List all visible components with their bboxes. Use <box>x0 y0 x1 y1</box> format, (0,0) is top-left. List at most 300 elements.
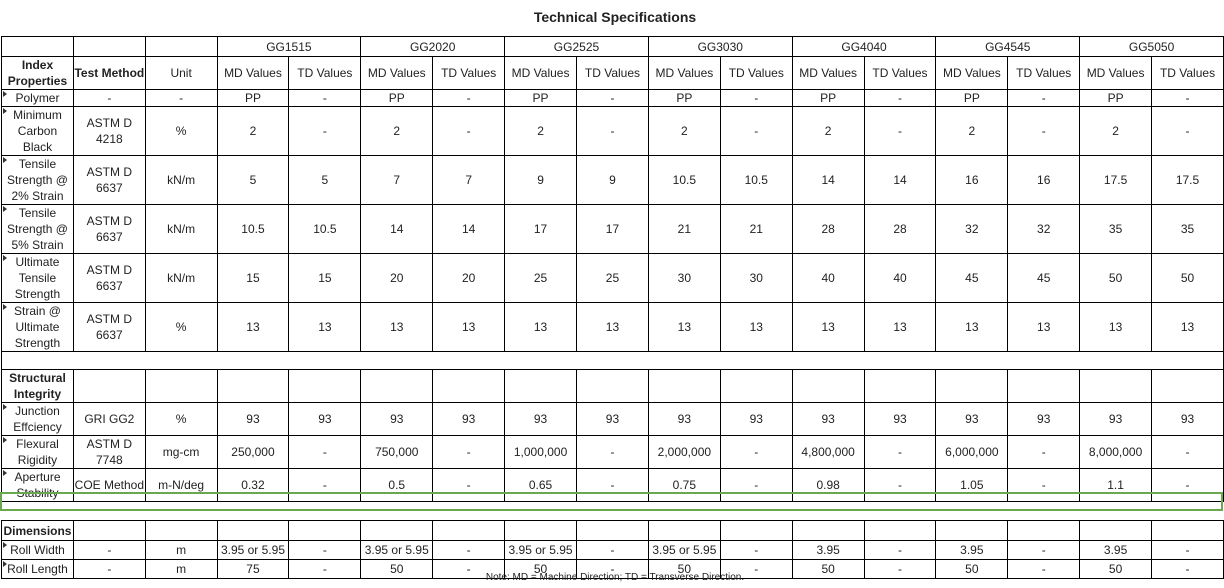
empty-cell <box>864 502 936 521</box>
value-cell: 30 <box>648 254 720 303</box>
value-cell: 7 <box>361 156 433 205</box>
value-cell: - <box>1152 469 1224 502</box>
header-md-values: MD Values <box>361 57 433 90</box>
empty-cell <box>433 370 505 403</box>
value-cell: 45 <box>1008 254 1080 303</box>
empty-cell <box>577 352 649 370</box>
value-cell: 0.75 <box>648 469 720 502</box>
empty-cell <box>648 370 720 403</box>
product-header: GG2020 <box>361 37 505 57</box>
test-method: ASTM D 6637 <box>73 205 145 254</box>
empty-cell <box>361 521 433 541</box>
value-cell: 1.1 <box>1080 469 1152 502</box>
property-label: Strain @ Ultimate Strength <box>2 303 74 352</box>
test-method: ASTM D 6637 <box>73 303 145 352</box>
value-cell: 25 <box>505 254 577 303</box>
empty-cell <box>864 521 936 541</box>
value-cell: PP <box>936 90 1008 107</box>
unit: kN/m <box>145 205 217 254</box>
empty-cell <box>864 370 936 403</box>
value-cell: 6,000,000 <box>936 436 1008 469</box>
value-cell: - <box>433 107 505 156</box>
value-cell: 3.95 <box>1080 541 1152 560</box>
value-cell: 93 <box>936 403 1008 436</box>
unit: % <box>145 403 217 436</box>
value-cell: 50 <box>1152 254 1224 303</box>
unit: mg-cm <box>145 436 217 469</box>
property-label: Polymer <box>2 90 74 107</box>
table-row <box>2 469 1224 502</box>
value-cell: 28 <box>864 205 936 254</box>
empty-cell <box>505 502 577 521</box>
product-header: GG4545 <box>936 37 1080 57</box>
value-cell: 13 <box>936 303 1008 352</box>
value-cell: - <box>289 436 361 469</box>
value-cell: 3.95 <box>936 541 1008 560</box>
value-cell: PP <box>505 90 577 107</box>
product-header: GG1515 <box>217 37 361 57</box>
product-header: GG3030 <box>648 37 792 57</box>
value-cell: 93 <box>648 403 720 436</box>
value-cell: 13 <box>720 303 792 352</box>
value-cell: 17 <box>577 205 649 254</box>
value-cell: 13 <box>1080 303 1152 352</box>
table-row <box>2 107 1224 156</box>
property-label: Aperture Stability <box>2 469 74 502</box>
value-cell: - <box>1152 560 1224 579</box>
table-row <box>2 436 1224 469</box>
empty-cell <box>936 352 1008 370</box>
value-cell: - <box>720 90 792 107</box>
spec-table <box>1 36 1224 579</box>
value-cell: 13 <box>505 303 577 352</box>
value-cell: 50 <box>792 560 864 579</box>
empty-cell <box>1152 352 1224 370</box>
header-row-products <box>2 37 1224 57</box>
value-cell: - <box>577 469 649 502</box>
empty-cell <box>720 352 792 370</box>
empty-cell <box>720 370 792 403</box>
empty-cell <box>145 352 217 370</box>
header-td-values: TD Values <box>433 57 505 90</box>
empty-cell <box>1008 502 1080 521</box>
value-cell: 35 <box>1152 205 1224 254</box>
value-cell: - <box>1152 90 1224 107</box>
empty-cell <box>720 502 792 521</box>
value-cell: 3.95 or 5.95 <box>648 541 720 560</box>
value-cell: - <box>1152 436 1224 469</box>
value-cell: 2 <box>505 107 577 156</box>
test-method: ASTM D 6637 <box>73 254 145 303</box>
value-cell: 17.5 <box>1080 156 1152 205</box>
header-md-values: MD Values <box>792 57 864 90</box>
section-row-structural <box>2 370 1224 403</box>
product-header: GG5050 <box>1080 37 1224 57</box>
value-cell: 40 <box>864 254 936 303</box>
value-cell: 35 <box>1080 205 1152 254</box>
value-cell: - <box>433 469 505 502</box>
value-cell: 2 <box>648 107 720 156</box>
section-row-dimensions <box>2 521 1224 541</box>
value-cell: 2 <box>361 107 433 156</box>
value-cell: 10.5 <box>648 156 720 205</box>
value-cell: 0.65 <box>505 469 577 502</box>
empty-cell <box>1152 502 1224 521</box>
value-cell: - <box>864 541 936 560</box>
value-cell: 93 <box>217 403 289 436</box>
value-cell: 13 <box>648 303 720 352</box>
empty-cell <box>864 352 936 370</box>
test-method: ASTM D 4218 <box>73 107 145 156</box>
value-cell: 13 <box>792 303 864 352</box>
empty-cell <box>433 352 505 370</box>
value-cell: - <box>577 90 649 107</box>
value-cell: 2,000,000 <box>648 436 720 469</box>
empty-cell <box>505 521 577 541</box>
empty-cell <box>361 352 433 370</box>
empty-cell <box>2 352 74 370</box>
test-method: ASTM D 6637 <box>73 156 145 205</box>
header-test-method: Test Method <box>73 57 145 90</box>
header-blank <box>2 37 74 57</box>
empty-cell <box>1008 352 1080 370</box>
test-method: GRI GG2 <box>73 403 145 436</box>
value-cell: 14 <box>433 205 505 254</box>
value-cell: 14 <box>361 205 433 254</box>
value-cell: - <box>1152 107 1224 156</box>
value-cell: 1.05 <box>936 469 1008 502</box>
value-cell: - <box>289 560 361 579</box>
property-label: Tensile Strength @ 2% Strain <box>2 156 74 205</box>
value-cell: 3.95 or 5.95 <box>505 541 577 560</box>
value-cell: 1,000,000 <box>505 436 577 469</box>
value-cell: 7 <box>433 156 505 205</box>
value-cell: - <box>720 541 792 560</box>
value-cell: 50 <box>1080 254 1152 303</box>
property-label: Roll Length <box>2 560 74 579</box>
empty-cell <box>73 502 145 521</box>
value-cell: 40 <box>792 254 864 303</box>
value-cell: 9 <box>577 156 649 205</box>
value-cell: 50 <box>936 560 1008 579</box>
value-cell: - <box>289 541 361 560</box>
empty-cell <box>217 521 289 541</box>
table-row <box>2 254 1224 303</box>
empty-cell <box>720 521 792 541</box>
value-cell: - <box>289 90 361 107</box>
empty-cell <box>577 370 649 403</box>
value-cell: 93 <box>864 403 936 436</box>
value-cell: 14 <box>864 156 936 205</box>
empty-cell <box>1080 370 1152 403</box>
header-index-properties: Index Properties <box>2 57 74 90</box>
value-cell: 5 <box>289 156 361 205</box>
header-md-values: MD Values <box>936 57 1008 90</box>
empty-cell <box>1080 521 1152 541</box>
value-cell: 13 <box>577 303 649 352</box>
value-cell: 16 <box>936 156 1008 205</box>
section-heading-structural: Structural Integrity <box>2 370 74 403</box>
value-cell: - <box>577 560 649 579</box>
header-td-values: TD Values <box>1008 57 1080 90</box>
value-cell: 20 <box>361 254 433 303</box>
unit: kN/m <box>145 254 217 303</box>
value-cell: 93 <box>1008 403 1080 436</box>
value-cell: 9 <box>505 156 577 205</box>
value-cell: 0.98 <box>792 469 864 502</box>
value-cell: 2 <box>1080 107 1152 156</box>
property-label: Minimum Carbon Black <box>2 107 74 156</box>
value-cell: - <box>1008 541 1080 560</box>
unit: - <box>145 90 217 107</box>
value-cell: - <box>1152 541 1224 560</box>
value-cell: 4,800,000 <box>792 436 864 469</box>
empty-cell <box>73 521 145 541</box>
value-cell: 32 <box>1008 205 1080 254</box>
value-cell: - <box>864 107 936 156</box>
value-cell: 13 <box>361 303 433 352</box>
value-cell: 50 <box>505 560 577 579</box>
value-cell: 17.5 <box>1152 156 1224 205</box>
value-cell: PP <box>361 90 433 107</box>
value-cell: 13 <box>289 303 361 352</box>
section-heading-dimensions: Dimensions <box>2 521 74 541</box>
empty-cell <box>289 502 361 521</box>
value-cell: - <box>577 436 649 469</box>
value-cell: 93 <box>433 403 505 436</box>
empty-cell <box>289 521 361 541</box>
value-cell: 93 <box>577 403 649 436</box>
table-row <box>2 541 1224 560</box>
test-method: COE Method <box>73 469 145 502</box>
empty-cell <box>936 521 1008 541</box>
value-cell: 17 <box>505 205 577 254</box>
value-cell: 25 <box>577 254 649 303</box>
test-method: - <box>73 90 145 107</box>
empty-cell <box>1152 521 1224 541</box>
empty-cell <box>73 352 145 370</box>
property-label: Tensile Strength @ 5% Strain <box>2 205 74 254</box>
value-cell: 0.32 <box>217 469 289 502</box>
value-cell: - <box>433 90 505 107</box>
empty-cell <box>145 370 217 403</box>
value-cell: 10.5 <box>720 156 792 205</box>
empty-cell <box>792 521 864 541</box>
unit: % <box>145 107 217 156</box>
value-cell: 13 <box>217 303 289 352</box>
footnote: Note: MD = Machine Direction; TD = Transverse Direction. <box>485 572 745 583</box>
value-cell: 20 <box>433 254 505 303</box>
empty-cell <box>145 521 217 541</box>
value-cell: 93 <box>792 403 864 436</box>
header-td-values: TD Values <box>289 57 361 90</box>
empty-cell <box>936 370 1008 403</box>
header-blank <box>145 37 217 57</box>
empty-cell <box>1008 370 1080 403</box>
value-cell: 2 <box>217 107 289 156</box>
empty-cell <box>577 502 649 521</box>
empty-cell <box>217 352 289 370</box>
property-label: Roll Width <box>2 541 74 560</box>
value-cell: 14 <box>792 156 864 205</box>
unit: % <box>145 303 217 352</box>
value-cell: 0.5 <box>361 469 433 502</box>
empty-cell <box>145 502 217 521</box>
product-header: GG2525 <box>505 37 649 57</box>
empty-cell <box>577 521 649 541</box>
empty-cell <box>1080 352 1152 370</box>
empty-cell <box>792 352 864 370</box>
unit: kN/m <box>145 156 217 205</box>
value-cell: PP <box>648 90 720 107</box>
property-label: Ultimate Tensile Strength <box>2 254 74 303</box>
value-cell: 21 <box>720 205 792 254</box>
value-cell: 16 <box>1008 156 1080 205</box>
product-header: GG4040 <box>792 37 936 57</box>
value-cell: - <box>864 436 936 469</box>
value-cell: - <box>433 560 505 579</box>
empty-cell <box>2 502 74 521</box>
value-cell: - <box>289 107 361 156</box>
empty-cell <box>936 502 1008 521</box>
empty-cell <box>648 521 720 541</box>
value-cell: PP <box>217 90 289 107</box>
value-cell: - <box>577 541 649 560</box>
empty-cell <box>361 502 433 521</box>
highlight-row <box>2 502 1224 521</box>
empty-cell <box>792 370 864 403</box>
value-cell: 21 <box>648 205 720 254</box>
value-cell: 13 <box>1008 303 1080 352</box>
table-row <box>2 303 1224 352</box>
empty-cell <box>433 502 505 521</box>
value-cell: - <box>433 436 505 469</box>
value-cell: 93 <box>720 403 792 436</box>
empty-cell <box>73 370 145 403</box>
value-cell: 30 <box>720 254 792 303</box>
header-td-values: TD Values <box>864 57 936 90</box>
table-row <box>2 403 1224 436</box>
empty-cell <box>361 370 433 403</box>
header-md-values: MD Values <box>505 57 577 90</box>
value-cell: 3.95 <box>792 541 864 560</box>
value-cell: - <box>1008 469 1080 502</box>
value-cell: 93 <box>361 403 433 436</box>
value-cell: - <box>1008 436 1080 469</box>
value-cell: - <box>864 469 936 502</box>
empty-cell <box>289 370 361 403</box>
value-cell: 5 <box>217 156 289 205</box>
empty-cell <box>1008 521 1080 541</box>
page-title: Technical Specifications <box>533 9 697 25</box>
empty-cell <box>217 370 289 403</box>
unit: m <box>145 541 217 560</box>
value-cell: 250,000 <box>217 436 289 469</box>
value-cell: - <box>864 90 936 107</box>
value-cell: 50 <box>1080 560 1152 579</box>
empty-cell <box>1152 370 1224 403</box>
value-cell: - <box>720 436 792 469</box>
value-cell: 2 <box>792 107 864 156</box>
header-md-values: MD Values <box>648 57 720 90</box>
test-method: - <box>73 541 145 560</box>
value-cell: 3.95 or 5.95 <box>361 541 433 560</box>
value-cell: - <box>577 107 649 156</box>
value-cell: - <box>720 560 792 579</box>
value-cell: 32 <box>936 205 1008 254</box>
empty-cell <box>505 352 577 370</box>
value-cell: - <box>289 469 361 502</box>
header-td-values: TD Values <box>577 57 649 90</box>
empty-cell <box>433 521 505 541</box>
table-row <box>2 90 1224 107</box>
value-cell: 13 <box>864 303 936 352</box>
header-td-values: TD Values <box>1152 57 1224 90</box>
header-row-columns <box>2 57 1224 90</box>
value-cell: 75 <box>217 560 289 579</box>
empty-cell <box>289 352 361 370</box>
value-cell: 13 <box>1152 303 1224 352</box>
value-cell: - <box>1008 90 1080 107</box>
value-cell: - <box>1008 560 1080 579</box>
empty-cell <box>1080 502 1152 521</box>
value-cell: 50 <box>648 560 720 579</box>
header-td-values: TD Values <box>720 57 792 90</box>
header-md-values: MD Values <box>1080 57 1152 90</box>
unit: m-N/deg <box>145 469 217 502</box>
table-row <box>2 156 1224 205</box>
test-method: ASTM D 7748 <box>73 436 145 469</box>
value-cell: 10.5 <box>289 205 361 254</box>
value-cell: - <box>720 107 792 156</box>
value-cell: PP <box>792 90 864 107</box>
value-cell: - <box>433 541 505 560</box>
value-cell: 93 <box>289 403 361 436</box>
empty-cell <box>648 352 720 370</box>
header-unit: Unit <box>145 57 217 90</box>
value-cell: - <box>720 469 792 502</box>
value-cell: - <box>864 560 936 579</box>
value-cell: PP <box>1080 90 1152 107</box>
spacer-row <box>2 352 1224 370</box>
property-label: Junction Effciency <box>2 403 74 436</box>
value-cell: 8,000,000 <box>1080 436 1152 469</box>
empty-cell <box>648 502 720 521</box>
value-cell: 93 <box>1152 403 1224 436</box>
value-cell: 93 <box>1080 403 1152 436</box>
header-md-values: MD Values <box>217 57 289 90</box>
value-cell: 13 <box>433 303 505 352</box>
value-cell: 3.95 or 5.95 <box>217 541 289 560</box>
value-cell: 15 <box>289 254 361 303</box>
empty-cell <box>505 370 577 403</box>
property-label: Flexural Rigidity <box>2 436 74 469</box>
value-cell: 750,000 <box>361 436 433 469</box>
unit: m <box>145 560 217 579</box>
header-blank <box>73 37 145 57</box>
empty-cell <box>792 502 864 521</box>
table-row <box>2 205 1224 254</box>
empty-cell <box>217 502 289 521</box>
test-method: - <box>73 560 145 579</box>
value-cell: 2 <box>936 107 1008 156</box>
value-cell: 93 <box>505 403 577 436</box>
value-cell: - <box>1008 107 1080 156</box>
value-cell: 15 <box>217 254 289 303</box>
value-cell: 45 <box>936 254 1008 303</box>
value-cell: 50 <box>361 560 433 579</box>
value-cell: 28 <box>792 205 864 254</box>
